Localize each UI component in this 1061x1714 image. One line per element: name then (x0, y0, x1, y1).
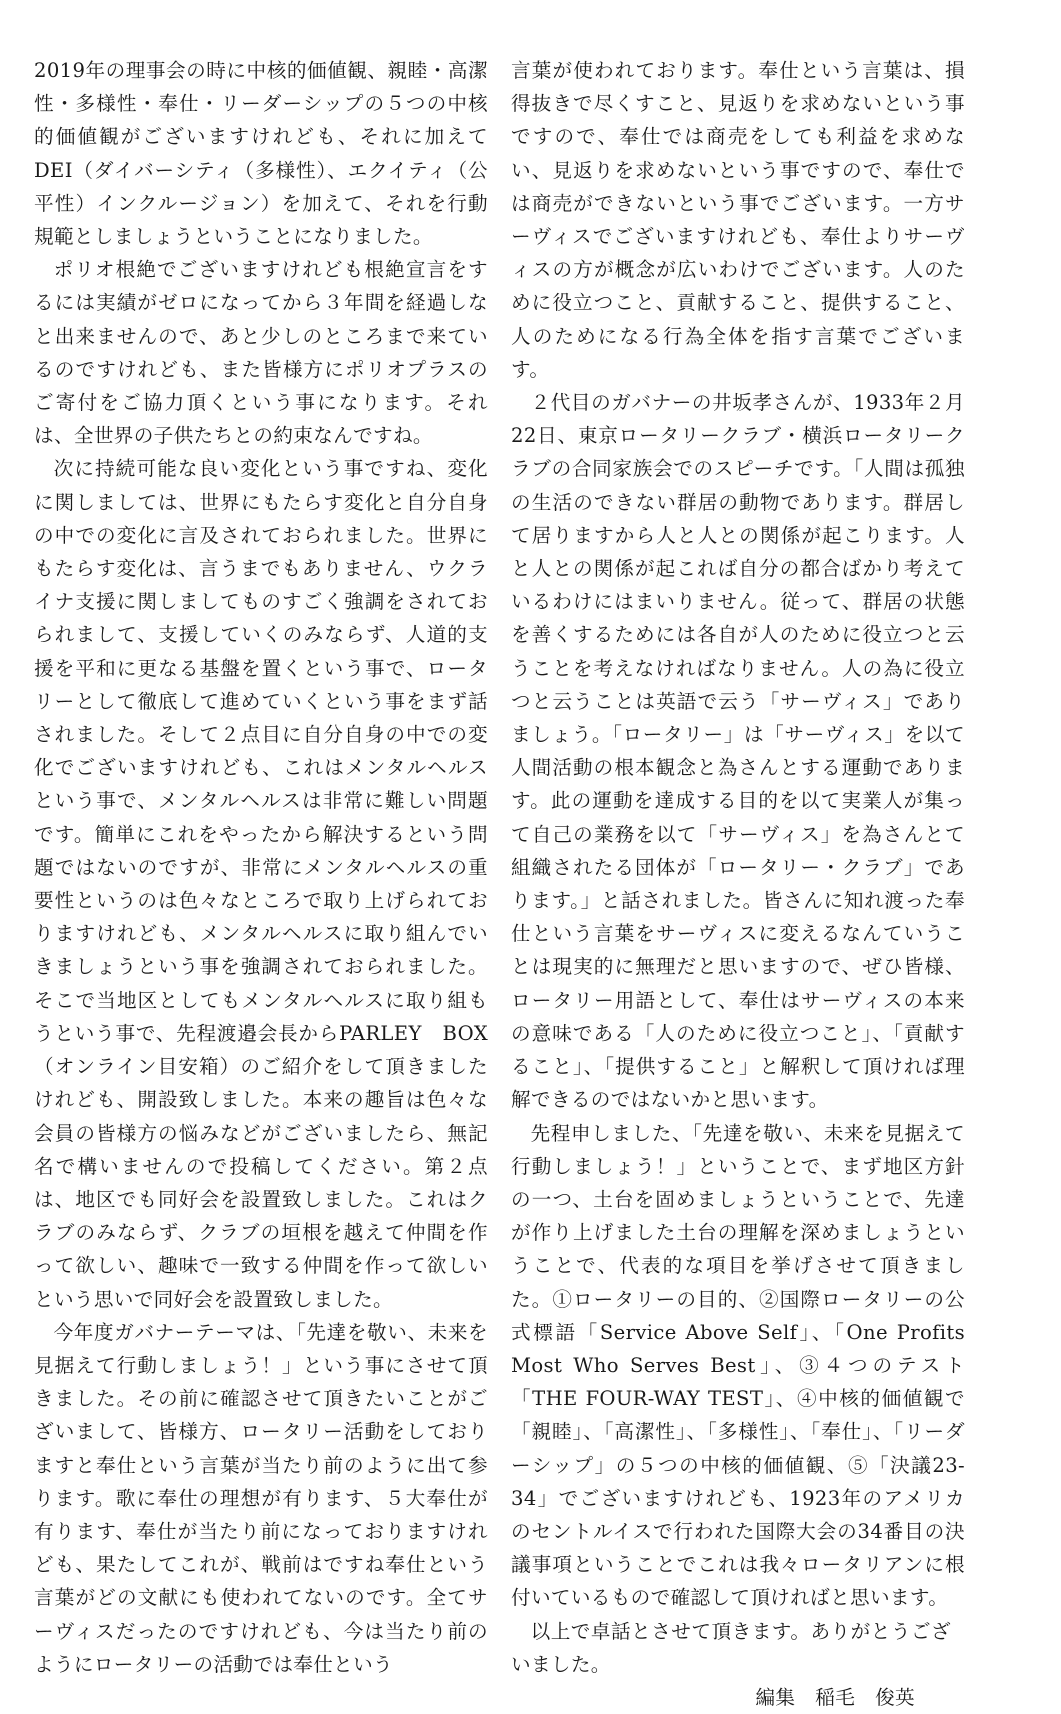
paragraph: ２代目のガバナーの井坂孝さんが、1933年２月22日、東京ロータリークラブ・横浜ロータリークラブの合同家族会でのスピーチです。「人間は孤独の生活のできない群居の動物であります。群居して居りますから人と人との関係が起こります。人と人との関係が起これば自分の都合ばかり考えているわけにはまいりません。従って、群居の状態を善くするためには各自が人のために役立つと云うことを考えなければなりません。人の為に役立つと云うことは英語で云う「サーヴィス」でありましょう。「ロータリー」は「サーヴィス」を以て人間活動の根本観念と為さんとする運動であります。此の運動を達成する目的を以て実業人が集って自己の業務を以て「サーヴィス」を為さんとて組織されたる団体が「ロータリー・クラブ」であります。」と話されました。皆さんに知れ渡った奉仕という言葉をサーヴィスに変えるなんていうことは現実的に無理だと思いますので、ぜひ皆様、ロータリー用語として、奉仕はサーヴィスの本来の意味である「人のために役立つこと」、「貢献すること」、「提供すること」と解釈して頂ければ理解できるのではないかと思います。 (511, 391, 965, 1112)
paragraph: 先程申しました、「先達を敬い、未来を見据えて行動しましょう！」ということで、まず地区方針の一つ、土台を固めましょうということで、先達が作り上げました土台の理解を深めましょうということで、代表的な項目を挙げさせて頂きました。①ロータリーの目的、②国際ロータリーの公式標語「Service Above Self」、「One Profits Most Who Serves Best」、③４つのテスト「THE FOUR-WAY TEST」、④中核的価値観で「親睦」、「高潔性」、「多様性」、「奉仕」、「リーダーシップ」の５つの中核的価値観、⑤「決議23-34」でございますけれども、1923年のアメリカのセントルイスで行われた国際大会の34番目の決議事項ということでこれは我々ロータリアンに根付いているもので確認して頂ければと思います。 (511, 1121, 965, 1610)
paragraph: 今年度ガバナーテーマは、「先達を敬い、未来を見据えて行動しましょう！」という事にさせて頂きました。その前に確認させて頂きたいことがございまして、皆様方、ロータリー活動をしておりますと奉仕という言葉が当たり前のように出て参ります。歌に奉仕の理想が有ります、５大奉仕が有ります、奉仕が当たり前になっておりますけれども、果たしてこれが、戦前はですね奉仕という言葉がどの文献にも使われてないのです。全てサーヴィスだったのですけれども、今は当たり前のようにロータリーの活動では奉仕という (34, 1320, 488, 1676)
editor-signature: 編集 稲毛 俊英 (755, 1685, 915, 1709)
left-column (34, 54, 488, 1681)
paragraph: ポリオ根絶でございますけれども根絶宣言をするには実績がゼロになってから３年間を経過しなと出来ませんので、あと少しのところまで来ているのですけれども、また皆様方にポリオプラスのご寄付をご協力頂くという事になります。それは、全世界の子供たちとの約束なんですね。 (34, 258, 488, 448)
right-column (511, 54, 965, 1714)
signature-row (511, 1681, 965, 1714)
paragraph: 次に持続可能な良い変化という事ですね、変化に関しましては、世界にもたらす変化と自分自身の中での変化に言及されておられました。世界にもたらす変化は、言うまでもありません、ウクライナ支援に関しましてものすごく強調をされておられまして、支援していくのみならず、人道的支援を平和に更なる基盤を置くという事で、ロータリーとして徹底して進めていくという事をまず話されました。そして２点目に自分自身の中での変化でございますけれども、これはメンタルヘルスという事で、メンタルヘルスは非常に難しい問題です。簡単にこれをやったから解決するという問題ではないのですが、非常にメンタルヘルスの重要性というのは色々なところで取り上げられておりますけれども、メンタルヘルスに取り組んでいきましょうという事を強調されておられました。そこで当地区としてもメンタルヘルスに取り組もうという事で、先程渡邉会長からPARLEY BOX（オンライン目安箱）のご紹介をして頂きましたけれども、開設致しました。本来の趣旨は色々な会員の皆様方の悩みなどがございましたら、無記名で構いませんので投稿してください。第２点は、地区でも同好会を設置致しました。これはクラブのみならず、クラブの垣根を越えて仲間を作って欲しい、趣味で一致する仲間を作って欲しいという思いで同好会を設置致しました。 (34, 457, 488, 1311)
paragraph: 2019年の理事会の時に中核的価値観、親睦・高潔性・多様性・奉仕・リーダーシップの５つの中核的価値観がございますけれども、それに加えてDEI（ダイバーシティ（多様性）、エクイティ（公平性）インクルージョン）を加えて、それを行動規範としましょうということになりました。 (34, 59, 488, 249)
paragraph: 言葉が使われております。奉仕という言葉は、損得抜きで尽くすこと、見返りを求めないという事ですので、奉仕では商売をしても利益を求めない、見返りを求めないという事ですので、奉仕では商売ができないという事でございます。一方サーヴィスでございますけれども、奉仕よりサーヴィスの方が概念が広いわけでございます。人のために役立つこと、貢献すること、提供すること、人のためになる行為全体を指す言葉でございます。 (511, 59, 965, 381)
closing-row (511, 1615, 965, 1681)
closing-paragraph: 以上で卓話とさせて頂きます。ありがとうございました。 (511, 1619, 951, 1676)
